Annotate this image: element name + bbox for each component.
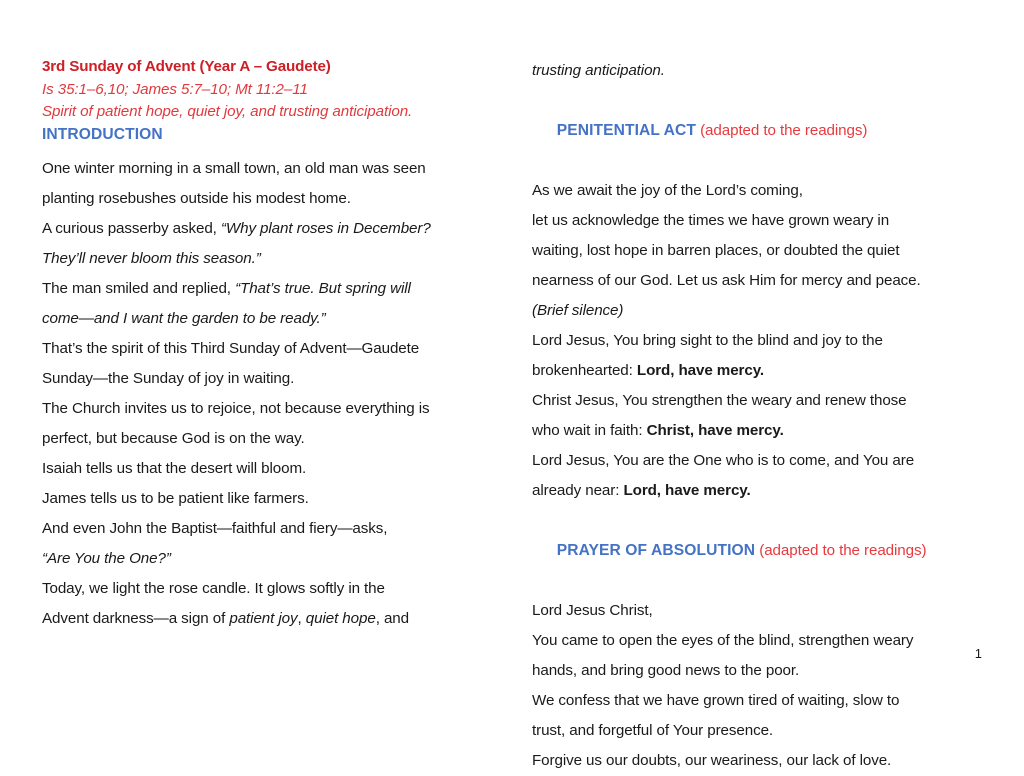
text-line <box>532 416 982 446</box>
prayer-of-absolution-note: (adapted to the readings) <box>759 542 927 559</box>
penitential-act-note: (adapted to the readings) <box>700 122 868 139</box>
text-line <box>42 424 492 454</box>
text-line <box>532 596 982 626</box>
text-run: James tells us to be patient like farmers. <box>42 490 309 507</box>
page-title: 3rd Sunday of Advent (Year A – Gaudete) <box>42 58 331 75</box>
text-line <box>42 574 492 604</box>
text-line <box>42 154 492 184</box>
text-run: hands, and bring good news to the poor. <box>532 662 800 679</box>
heading-prayer-of-absolution: PRAYER OF ABSOLUTION <box>556 542 756 559</box>
text-line <box>42 484 492 514</box>
text-line <box>532 206 982 236</box>
text-line <box>532 446 982 476</box>
text-run: And even John the Baptist—faithful and fiery—asks, <box>42 520 388 537</box>
text-run: Sunday—the Sunday of joy in waiting. <box>42 370 295 387</box>
text-run: nearness of our God. Let us ask Him for mercy and peace. <box>532 272 921 289</box>
text-line <box>42 244 492 274</box>
text-line <box>532 716 982 746</box>
heading-penitential-act: PENITENTIAL ACT <box>556 122 696 139</box>
text-run: Lord Jesus Christ, <box>532 602 653 619</box>
text-run: quiet hope <box>305 610 376 627</box>
text-line <box>42 544 492 574</box>
text-line <box>532 746 982 776</box>
text-line <box>532 386 982 416</box>
text-run: Today, we light the rose candle. It glows softly in the <box>42 580 385 597</box>
penitential-act-body <box>532 176 982 506</box>
text-line <box>532 656 982 686</box>
text-run: “That’s true. But spring will <box>235 280 411 297</box>
page-number: 1 <box>974 646 982 661</box>
right-column <box>532 56 982 776</box>
spirit-line: Spirit of patient hope, quiet joy, and trusting anticipation. <box>42 103 413 120</box>
text-run: (Brief silence) <box>532 302 624 319</box>
text-run: already near: <box>532 482 624 499</box>
text-run: waiting, lost hope in barren places, or doubted the quiet <box>532 242 900 259</box>
continuation-line: trusting anticipation. <box>532 62 665 79</box>
text-run: One winter morning in a small town, an old man was seen <box>42 160 426 177</box>
text-run: They’ll never bloom this season.” <box>42 250 261 267</box>
prayer-of-absolution-body <box>532 596 982 776</box>
text-run: come—and I want the garden to be ready.” <box>42 310 326 327</box>
text-line <box>532 326 982 356</box>
text-line <box>42 514 492 544</box>
text-run: You came to open the eyes of the blind, strengthen weary <box>532 632 914 649</box>
text-line <box>532 236 982 266</box>
text-run: A curious passerby asked, <box>42 220 221 237</box>
readings-reference: Is 35:1–6,10; James 5:7–10; Mt 11:2–11 <box>42 80 308 98</box>
text-run: The man smiled and replied, <box>42 280 236 297</box>
text-line <box>42 334 492 364</box>
text-run: Lord, have mercy. <box>623 482 751 499</box>
text-run: Lord Jesus, You are the One who is to come, and You are <box>532 452 915 469</box>
text-line <box>532 686 982 716</box>
text-run: We confess that we have grown tired of waiting, slow to <box>532 692 900 709</box>
left-column <box>42 56 492 634</box>
text-run: As we await the joy of the Lord’s coming, <box>532 182 803 199</box>
text-line <box>42 184 492 214</box>
introduction-body <box>42 154 492 634</box>
text-run: perfect, but because God is on the way. <box>42 430 305 447</box>
text-line <box>532 626 982 656</box>
text-line <box>42 364 492 394</box>
text-run: , and <box>375 610 409 627</box>
text-run: brokenhearted: <box>532 362 637 379</box>
text-line <box>42 394 492 424</box>
text-run: who wait in faith: <box>532 422 647 439</box>
heading-prayer-of-absolution-row <box>532 506 982 596</box>
text-run: Christ Jesus, You strengthen the weary and renew those <box>532 392 907 409</box>
text-line <box>42 304 492 334</box>
text-run: “Why plant roses in December? <box>220 220 431 237</box>
text-run: Forgive us our doubts, our weariness, our lack of love. <box>532 752 892 769</box>
text-line <box>42 454 492 484</box>
text-line <box>42 274 492 304</box>
text-run: planting rosebushes outside his modest home. <box>42 190 351 207</box>
text-line <box>42 604 492 634</box>
text-run: Christ, have mercy. <box>646 422 784 439</box>
text-line <box>532 356 982 386</box>
text-line <box>42 214 492 244</box>
text-run: patient joy <box>229 610 298 627</box>
text-run: let us acknowledge the times we have grown weary in <box>532 212 890 229</box>
heading-introduction: INTRODUCTION <box>42 125 163 143</box>
text-run: “Are You the One?” <box>42 550 171 567</box>
text-run: , <box>297 610 306 627</box>
text-line <box>532 266 982 296</box>
text-line <box>532 296 982 326</box>
text-run: trust, and forgetful of Your presence. <box>532 722 774 739</box>
heading-penitential-act-row <box>532 86 982 176</box>
text-run: Advent darkness—a sign of <box>42 610 230 627</box>
text-run: Lord Jesus, You bring sight to the blind and joy to the <box>532 332 883 349</box>
text-run: Isaiah tells us that the desert will bloom. <box>42 460 307 477</box>
text-line <box>532 476 982 506</box>
text-run: That’s the spirit of this Third Sunday of Advent—Gaudete <box>42 340 420 357</box>
text-line <box>532 176 982 206</box>
text-run: The Church invites us to rejoice, not because everything is <box>42 400 430 417</box>
text-run: Lord, have mercy. <box>636 362 765 379</box>
